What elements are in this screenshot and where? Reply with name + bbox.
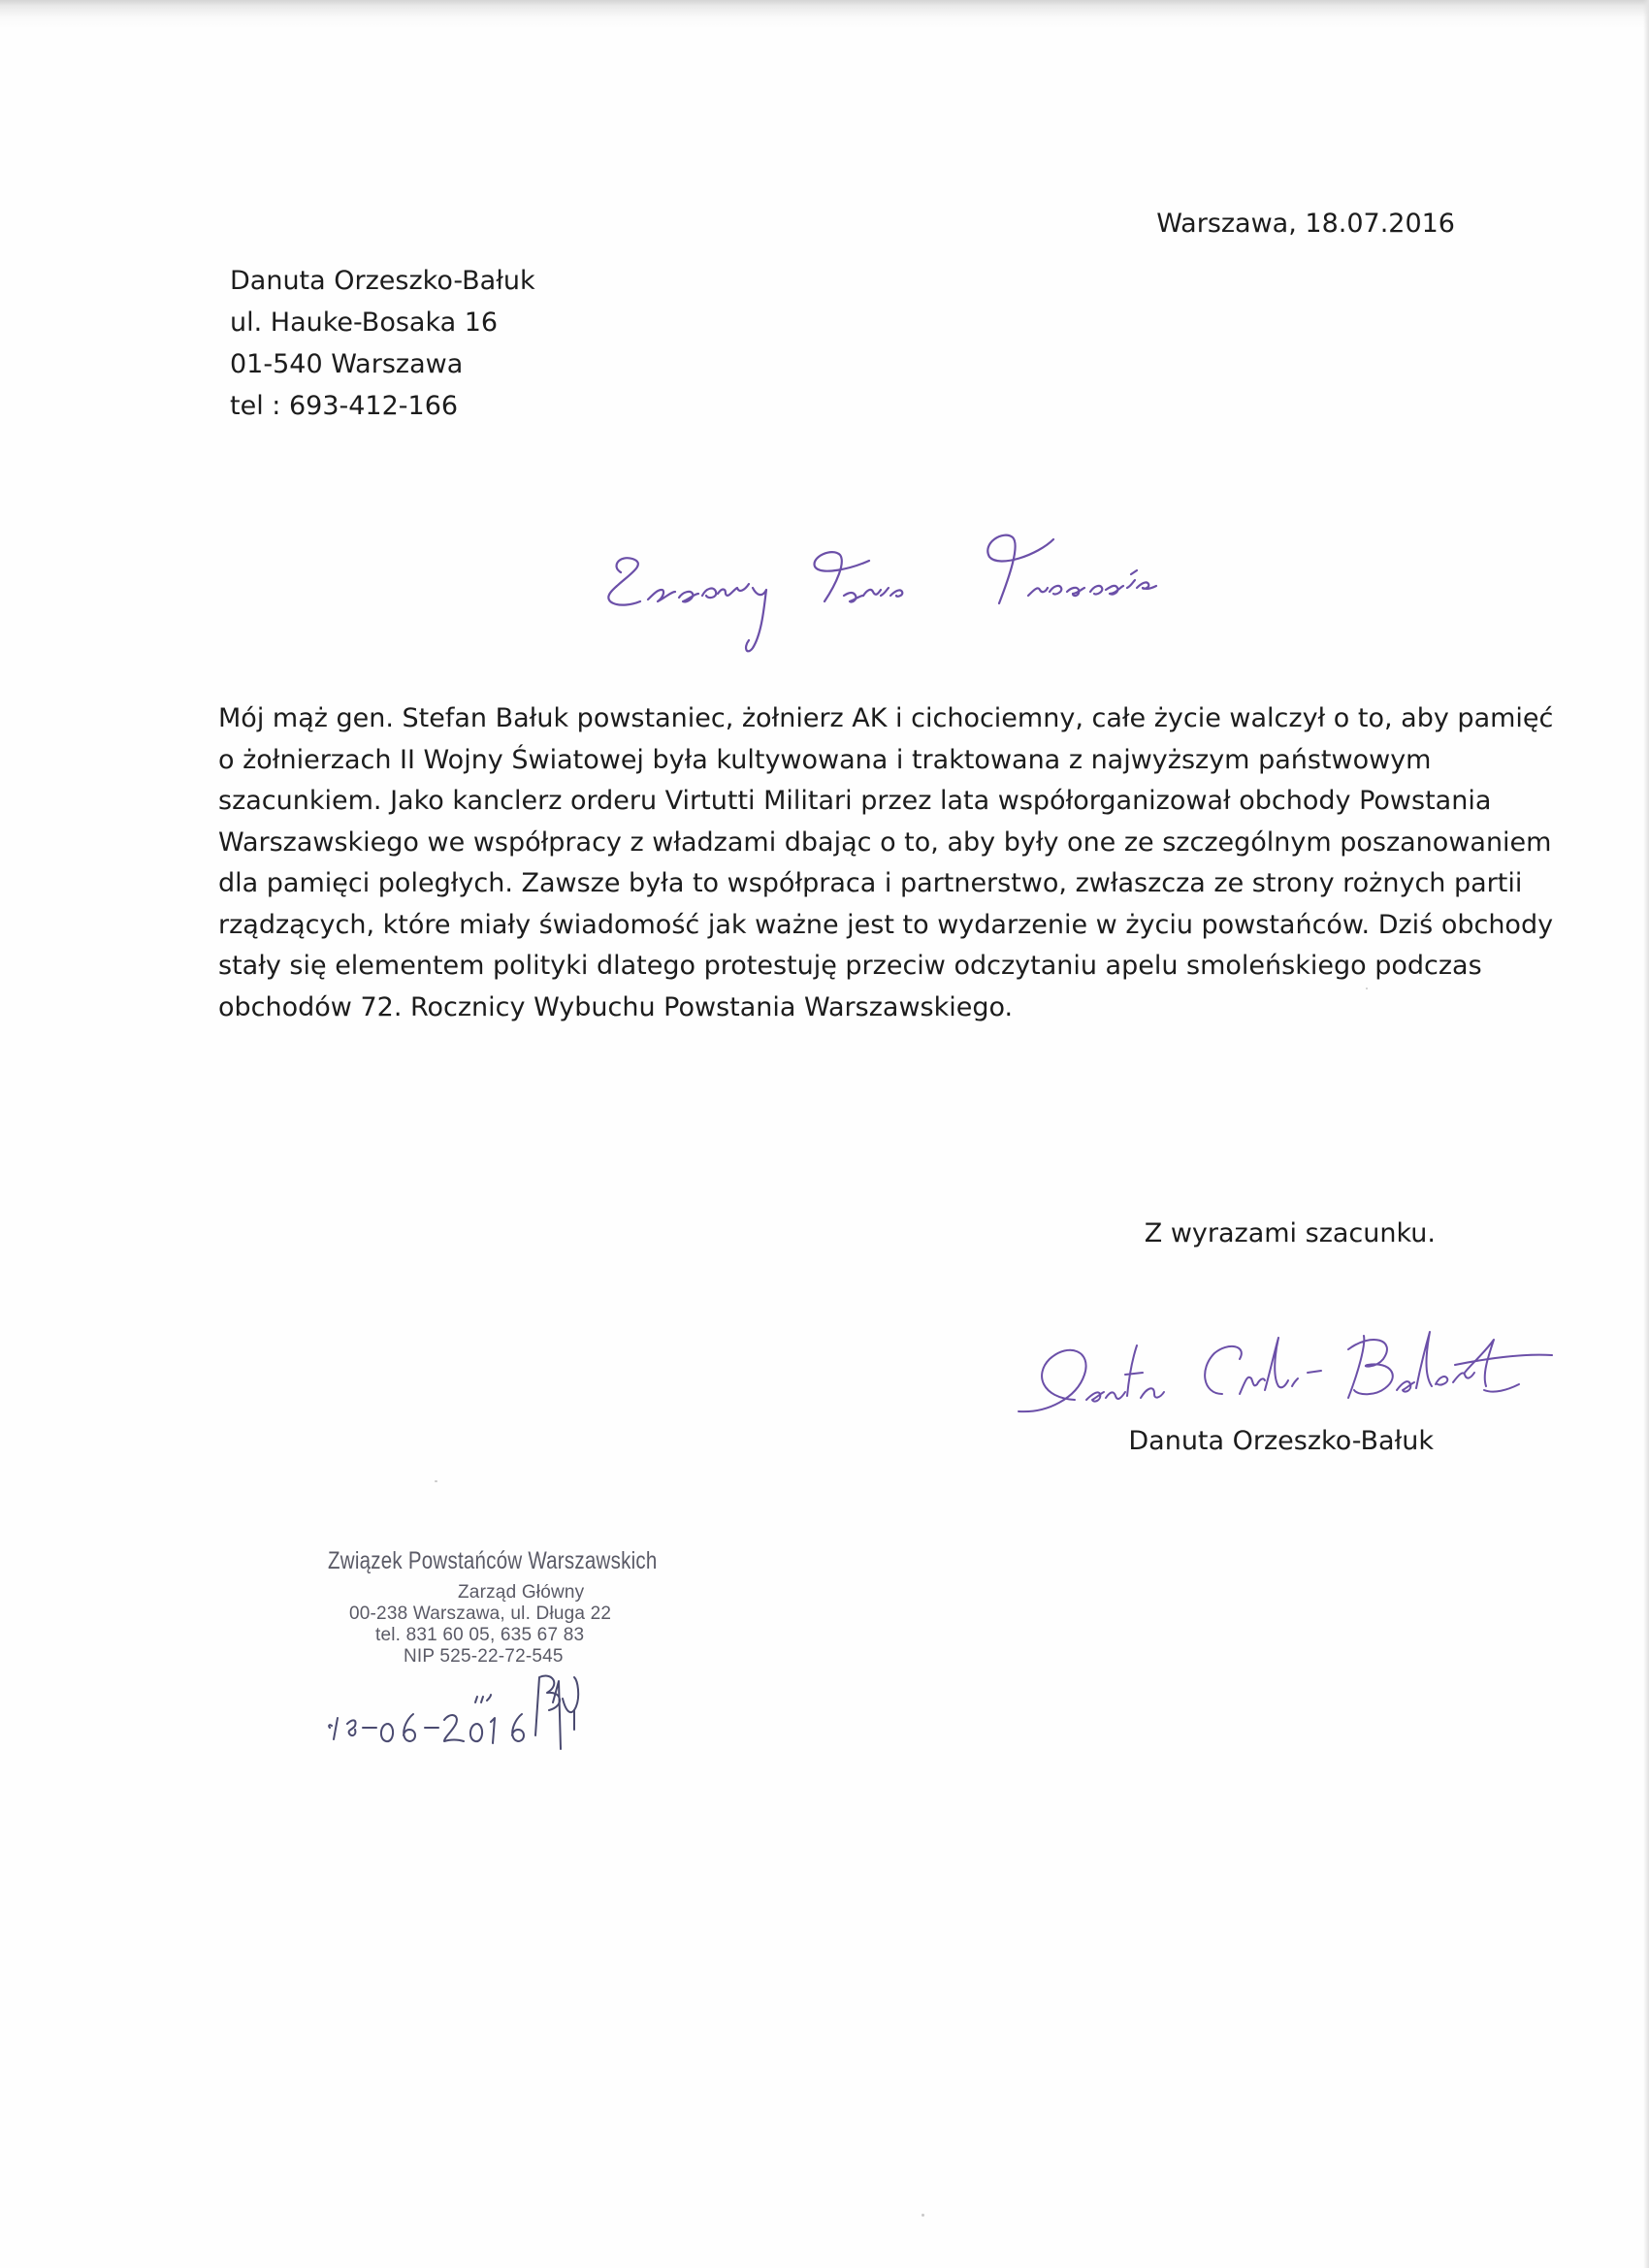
handwritten-signature: [999, 1305, 1571, 1445]
sender-name: Danuta Orzeszko-Bałuk: [230, 266, 535, 296]
sender-phone: tel : 693-412-166: [230, 391, 459, 421]
stamp-organization: Związek Powstańców Warszawskich: [328, 1547, 658, 1574]
receipt-stamp: [320, 1547, 708, 1770]
sender-city: 01-540 Warszawa: [230, 349, 464, 379]
body-line: dla pamięci poległych. Zawsze była to współpraca i partnerstwo, zwłaszcza ze strony rożnych partii: [218, 868, 1523, 898]
scan-right-edge: [1643, 0, 1649, 2268]
stamp-nip: NIP 525-22-72-545: [404, 1646, 564, 1667]
scan-speck: [1366, 988, 1368, 989]
scan-speck: [435, 1480, 437, 1482]
letter-date: Warszawa, 18.07.2016: [1156, 209, 1455, 239]
stamp-handwritten-date-initials: [320, 1664, 708, 1770]
body-line: obchodów 72. Rocznicy Wybuchu Powstania Warszawskiego.: [218, 991, 1014, 1022]
letter-closing: Z wyrazami szacunku.: [1144, 1218, 1436, 1248]
body-line: o żołnierzach II Wojny Światowej była kultywowana i traktowana z najwyższym państwowym: [218, 744, 1432, 775]
letter-body: [218, 698, 1554, 1028]
body-line: Mój mąż gen. Stefan Bałuk powstaniec, żołnierz AK i cichociemny, całe życie walczył o to, aby pamięć: [218, 703, 1554, 733]
stamp-phone: tel. 831 60 05, 635 67 83: [375, 1625, 585, 1645]
scan-speck: [922, 2214, 924, 2217]
body-line: rządzących, które miały świadomość jak ważne jest to wydarzenie w życiu powstańców. Dziś obchody: [218, 909, 1554, 940]
body-line: Warszawskiego we współpracy z władzami dbając o to, aby były one ze szczególnym poszanowaniem: [218, 826, 1552, 858]
body-line: szacunkiem. Jako kanclerz orderu Virtutti Militari przez lata współorganizował obchody Powstania: [218, 786, 1492, 816]
handwritten-salutation: [582, 495, 1339, 669]
stamp-department: Zarząd Główny: [458, 1582, 585, 1603]
stamp-address: 00-238 Warszawa, ul. Długa 22: [349, 1604, 612, 1624]
scan-top-edge: [0, 0, 1649, 29]
sender-address-block: [230, 260, 535, 427]
sender-street: ul. Hauke-Bosaka 16: [230, 308, 499, 338]
signer-name: Danuta Orzeszko-Bałuk: [1128, 1426, 1434, 1456]
body-line: stały się elementem polityki dlatego protestuję przeciw odczytaniu apelu smoleńskiego podczas: [218, 951, 1482, 981]
